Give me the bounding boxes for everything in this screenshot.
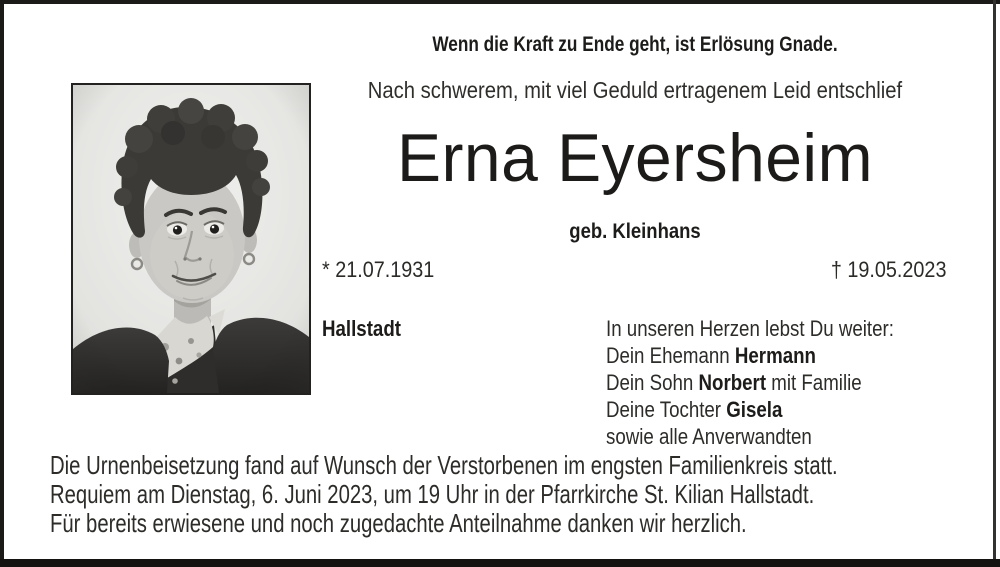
- intro-text: Nach schwerem, mit viel Geduld ertragenem Leid entschlief: [367, 77, 903, 103]
- portrait-photo: [71, 83, 311, 395]
- frame-right-border: [993, 0, 996, 559]
- residence: Hallstadt: [322, 316, 401, 341]
- announcement-line: Für bereits erwiesene und noch zugedachte Anteilnahme danken wir herzlich.: [50, 508, 747, 538]
- death-date: † 19.05.2023: [830, 257, 946, 282]
- frame-left-border: [0, 0, 4, 567]
- mourner-line: Dein Sohn Norbert mit Familie: [606, 370, 862, 395]
- frame-bottom-bar: [0, 559, 1000, 567]
- mourning-heading: In unseren Herzen lebst Du weiter:: [606, 316, 894, 341]
- announcement-line: Die Urnenbeisetzung fand auf Wunsch der Verstorbenen im engsten Familienkreis statt.: [50, 450, 838, 480]
- funeral-announcement: [50, 451, 838, 538]
- epigraph-text: Wenn die Kraft zu Ende geht, ist Erlösung Gnade.: [432, 33, 838, 56]
- mourner-line: sowie alle Anverwandten: [606, 424, 812, 449]
- deceased-name: Erna Eyersheim: [396, 120, 874, 196]
- birth-date: * 21.07.1931: [322, 257, 435, 282]
- mourner-line: Deine Tochter Gisela: [606, 397, 783, 422]
- life-dates: [322, 257, 946, 282]
- maiden-name: geb. Kleinhans: [569, 220, 701, 243]
- mourner-line: Dein Ehemann Hermann: [606, 343, 816, 368]
- portrait-illustration: [73, 85, 309, 393]
- announcement-line: Requiem am Dienstag, 6. Juni 2023, um 19 Uhr in der Pfarrkirche St. Kilian Hallstadt.: [50, 479, 815, 509]
- mourners-block: [606, 315, 894, 450]
- frame-top-border: [0, 0, 1000, 4]
- mourners-list: [606, 342, 894, 450]
